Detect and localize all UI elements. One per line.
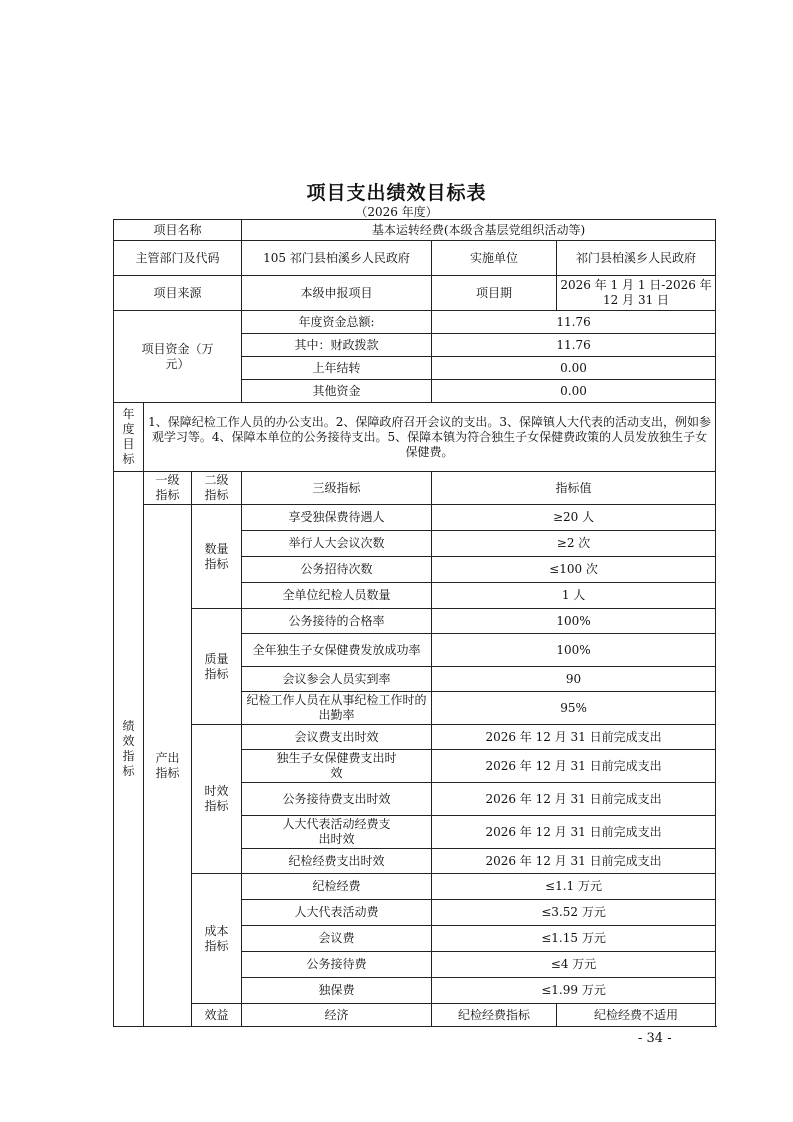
- indicator-name: 纪检经费: [242, 874, 432, 900]
- indicator-name: 公务招待次数: [242, 557, 432, 583]
- indicator-value: ≤100 次: [432, 557, 716, 583]
- funds-row: [114, 311, 716, 334]
- funds-other-label: 其他资金: [242, 380, 432, 403]
- funds-carryover-label: 上年结转: [242, 357, 432, 380]
- goal-label: 年度目标: [114, 403, 144, 472]
- indicator-value: 2026 年 12 月 31 日前完成支出: [432, 750, 716, 783]
- indicator-name: 独生子女保健费支出时效: [242, 750, 432, 783]
- header-level2: 二级指标: [192, 472, 242, 505]
- table-row: [114, 505, 716, 531]
- implementing-unit-label: 实施单位: [432, 241, 557, 276]
- indicator-name: 纪检工作人员在从事纪检工作时的出勤率: [242, 692, 432, 725]
- indicator-value: ≤1.1 万元: [432, 874, 716, 900]
- benefit-indicator-value: 纪检经费不适用: [557, 1004, 716, 1027]
- table-row: [114, 874, 716, 900]
- group-quality: 质量指标: [192, 609, 242, 725]
- performance-table: [113, 219, 716, 1027]
- indicator-value: ≤1.15 万元: [432, 926, 716, 952]
- perf-label: 绩效指标: [114, 472, 144, 1027]
- indicator-value: ≤3.52 万元: [432, 900, 716, 926]
- table-row: [114, 725, 716, 750]
- group-cost: 成本指标: [192, 874, 242, 1004]
- benefit-level1: 效益: [192, 1004, 242, 1027]
- department-row: [114, 241, 716, 276]
- benefit-level2: 经济: [242, 1004, 432, 1027]
- benefit-row: [114, 1004, 716, 1027]
- header-value: 指标值: [432, 472, 716, 505]
- indicator-value: 1 人: [432, 583, 716, 609]
- indicator-name: 会议费支出时效: [242, 725, 432, 750]
- funds-total-label: 年度资金总额:: [242, 311, 432, 334]
- indicator-name: 举行人大会议次数: [242, 531, 432, 557]
- header-row: [114, 472, 716, 505]
- indicator-name: 人大代表活动费: [242, 900, 432, 926]
- project-name-label: 项目名称: [114, 220, 242, 241]
- funds-fiscal-label: 其中：财政拨款: [242, 334, 432, 357]
- indicator-value: 95%: [432, 692, 716, 725]
- source-row: [114, 276, 716, 311]
- implementing-unit-value: 祁门县柏溪乡人民政府: [557, 241, 716, 276]
- indicator-value: 100%: [432, 634, 716, 667]
- project-name-row: [114, 220, 716, 241]
- indicator-name: 全单位纪检人员数量: [242, 583, 432, 609]
- funds-other-value: 0.00: [432, 380, 716, 403]
- indicator-value: 2026 年 12 月 31 日前完成支出: [432, 725, 716, 750]
- funds-total-value: 11.76: [432, 311, 716, 334]
- indicator-name: 独保费: [242, 978, 432, 1004]
- goal-text: 1、保障纪检工作人员的办公支出。2、保障政府召开会议的支出。3、保障镇人大代表的活动支出，例如参观学习等。4、保障本单位的公务接待支出。5、保障本镇为符合独生子女保健费政策的人员发放独生子女保健费。: [144, 403, 716, 472]
- indicator-value: ≤1.99 万元: [432, 978, 716, 1004]
- indicator-value: ≤4 万元: [432, 952, 716, 978]
- indicator-name: 人大代表活动经费支出时效: [242, 816, 432, 849]
- department-value: 105 祁门县柏溪乡人民政府: [242, 241, 432, 276]
- funds-carryover-value: 0.00: [432, 357, 716, 380]
- funds-label: 项目资金（万元）: [114, 311, 242, 403]
- indicator-name: 享受独保费待遇人: [242, 505, 432, 531]
- indicator-name: 纪检经费支出时效: [242, 849, 432, 874]
- indicator-value: 2026 年 12 月 31 日前完成支出: [432, 816, 716, 849]
- indicator-value: 2026 年 12 月 31 日前完成支出: [432, 783, 716, 816]
- group-timeliness: 时效指标: [192, 725, 242, 874]
- source-value: 本级申报项目: [242, 276, 432, 311]
- output-label: 产出指标: [144, 505, 192, 1027]
- benefit-indicator-name: 纪检经费指标: [432, 1004, 557, 1027]
- goal-row: [114, 403, 716, 472]
- period-value: 2026 年 1 月 1 日-2026 年 12 月 31 日: [557, 276, 716, 311]
- indicator-value: 2026 年 12 月 31 日前完成支出: [432, 849, 716, 874]
- indicator-value: ≥2 次: [432, 531, 716, 557]
- funds-fiscal-value: 11.76: [432, 334, 716, 357]
- group-quantity: 数量指标: [192, 505, 242, 609]
- indicator-value: 100%: [432, 609, 716, 634]
- page-title: 项目支出绩效目标表: [306, 182, 487, 204]
- indicator-value: ≥20 人: [432, 505, 716, 531]
- indicator-name: 公务接待费: [242, 952, 432, 978]
- indicator-name: 公务接待费支出时效: [242, 783, 432, 816]
- page-number: - 34 -: [638, 1031, 672, 1046]
- indicator-name: 会议费: [242, 926, 432, 952]
- table-row: [114, 609, 716, 634]
- indicator-name: 会议参会人员实到率: [242, 667, 432, 692]
- project-name-value: 基本运转经费(本级含基层党组织活动等): [242, 220, 716, 241]
- indicator-name: 全年独生子女保健费发放成功率: [242, 634, 432, 667]
- indicator-value: 90: [432, 667, 716, 692]
- department-label: 主管部门及代码: [114, 241, 242, 276]
- source-label: 项目来源: [114, 276, 242, 311]
- header-level1: 一级指标: [144, 472, 192, 505]
- header-level3: 三级指标: [242, 472, 432, 505]
- year-subtitle: （2026 年度）: [355, 205, 438, 219]
- period-label: 项目期: [432, 276, 557, 311]
- indicator-name: 公务接待的合格率: [242, 609, 432, 634]
